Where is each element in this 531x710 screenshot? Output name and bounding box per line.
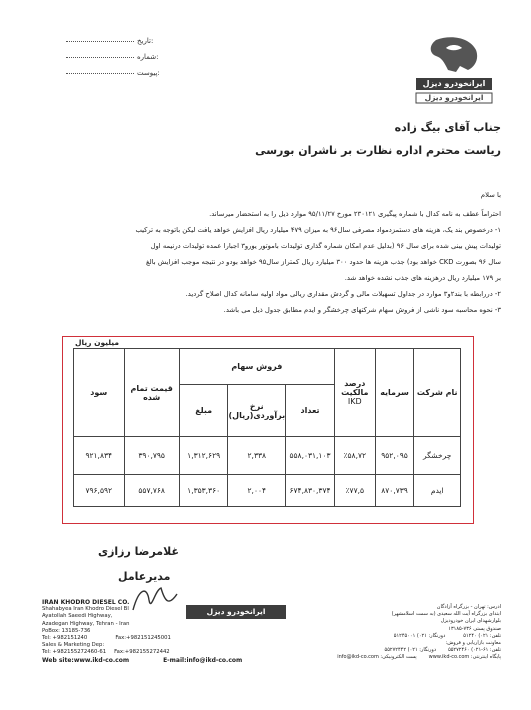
- cell-cost: ۳۹۰,۷۹۵: [124, 437, 179, 475]
- col-company: نام شرکت: [414, 349, 461, 437]
- cell-amount: ۱,۳۱۲,۶۲۹: [179, 437, 228, 475]
- addressee-position: ریاست محترم اداره نظارت بر ناشران بورسی: [255, 144, 501, 157]
- greeting: با سلام: [480, 191, 501, 199]
- footer-address-fa: ادرس: تهران - بزرگراه آزادگان ابتدای بزرگراه آیت الله سعیدی (به سمت اسلامشهر) بلوارشهدای ایران خودرودیزل صندوق پستی ۷۳۶-۱۳۱۸۵ تلفن: ۰۲۱) ۵۱۲۴۰دورنگار: ۰۲۱) ۵۱۲۴۵۰۰۱ معاونت بازاریابی و فروش: تلفن: ۶۱-۰۲۱) ۵۵۲۷۲۴۶۰دورنگار: ۰۲۱) ۵۵۲۷۲۴۴۲ پایگاه اینترنتی: www.ikd-co.comپست الکترونیکی: info@ikd-co.com: [337, 604, 501, 661]
- body-line-6: ۲- دررابطه با بند۲و۳ موارد در جداول تسهیلات مالی و گردش مقداری ریالی مواد اولیه سامانه کدال اصلاح گردید.: [185, 290, 501, 298]
- col-capital: سرمایه: [375, 349, 414, 437]
- cell-cost: ۵۵۷,۷۶۸: [124, 475, 179, 507]
- col-sale: فروش سهام: [179, 349, 334, 385]
- cell-count: ۵۵۸,۰۳۱,۱۰۳: [286, 437, 335, 475]
- cell-profit: ۹۲۱,۸۳۴: [74, 437, 125, 475]
- signatory-name: غلامرضا رزازی: [98, 545, 179, 558]
- cell-ownership: ٪۷۷,۵: [334, 475, 375, 507]
- company-logo: [406, 36, 502, 108]
- number-field: شماره:: [66, 53, 158, 61]
- footer-address-en: IRAN KHODRO DIESEL CO. Shahabyea Iran Khodro Diesel Bl Ayatollah Saeedi Highway, Azadegan Highway, Tehran - Iran PoBox: 13185-736 Tel: +982151240 Fax:+982151245001 Sales & Marketing Dep: Tel: +982155272460-61 Fax:+982155272442 Web site:www.ikd-co.com E-mail:info@ikd-co.com: [42, 599, 243, 664]
- col-rate: نرخ برآوردی(ریال): [228, 385, 286, 437]
- signatory-title: مدیرعامل: [118, 570, 171, 583]
- cell-rate: ۲,۳۳۸: [228, 437, 286, 475]
- footer-logo: ایرانخودرو دیزل: [186, 605, 286, 619]
- date-field: تاریخ:: [66, 37, 153, 45]
- cell-company: ایدم: [414, 475, 461, 507]
- cell-rate: ۲,۰۰۴: [228, 475, 286, 507]
- unit-label: میلیون ریال: [75, 338, 120, 347]
- cell-amount: ۱,۳۵۳,۳۶۰: [179, 475, 228, 507]
- col-count: تعداد: [286, 385, 335, 437]
- body-line-4: سال ۹۶ بصورت CKD خواهد بود) جذب هزینه ها حدود ۳۰۰ میلیارد ریال کمتراز سال۹۵ خواهد بودو در نتیجه موجب افزایش بالغ: [146, 258, 501, 266]
- body-line-2: ۱- درخصوص بند یک، هزینه های دستمزدمواد مصرفی سال۹۶ به میزان ۴۷۹ میلیارد ریال افزایش خواهد یافت لیکن باتوجه به ترکیب: [135, 226, 501, 234]
- body-line-7: ۳- نحوه محاسبه سود ناشی از فروش سهام شرکتهای چرخشگر و ایدم مطابق جدول ذیل می باشد.: [223, 306, 501, 314]
- cell-profit: ۷۹۶,۵۹۲: [74, 475, 125, 507]
- logo-wordmark: ایرانخودرو دیزل: [422, 79, 486, 88]
- cell-ownership: ٪۵۸,۷۲: [334, 437, 375, 475]
- col-cost: قیمت تمام شده: [124, 349, 179, 437]
- body-line-3: تولیدات پیش بینی شده برای سال ۹۶ (بدلیل عدم امکان شماره گذاری تولیدات باموتور یورو۳ اجبارا عمده تولیدات درنیمه اول: [150, 242, 501, 250]
- addressee-name: جناب آقای بیگ زاده: [394, 121, 501, 134]
- cell-count: ۶۷۴,۸۳۰,۳۷۴: [286, 475, 335, 507]
- share-sale-table: [73, 348, 461, 507]
- col-profit: سود: [74, 349, 125, 437]
- body-line-5: بر ۱۷۹ میلیارد ریال درهزینه های جذب نشده خواهد شد.: [344, 274, 501, 282]
- attachment-field: پیوست:: [66, 69, 160, 77]
- cell-capital: ۸۷۰,۷۳۹: [375, 475, 414, 507]
- col-ownership: درصد مالکیت IKD: [334, 349, 375, 437]
- table-row: [74, 475, 461, 507]
- logo-wordmark-secondary: ایرانخودرو دیزل: [424, 93, 484, 102]
- cell-company: چرخشگر: [414, 437, 461, 475]
- body-line-1: احتراماً عطف به نامه کدال با شماره پیگیری ۲۳۰۱۲۱ مورخ ۹۵/۱۱/۲۷ موارد ذیل را به استحضار میرساند.: [209, 210, 501, 218]
- cell-capital: ۹۵۲,۰۹۵: [375, 437, 414, 475]
- col-amount: مبلغ: [179, 385, 228, 437]
- table-row: [74, 437, 461, 475]
